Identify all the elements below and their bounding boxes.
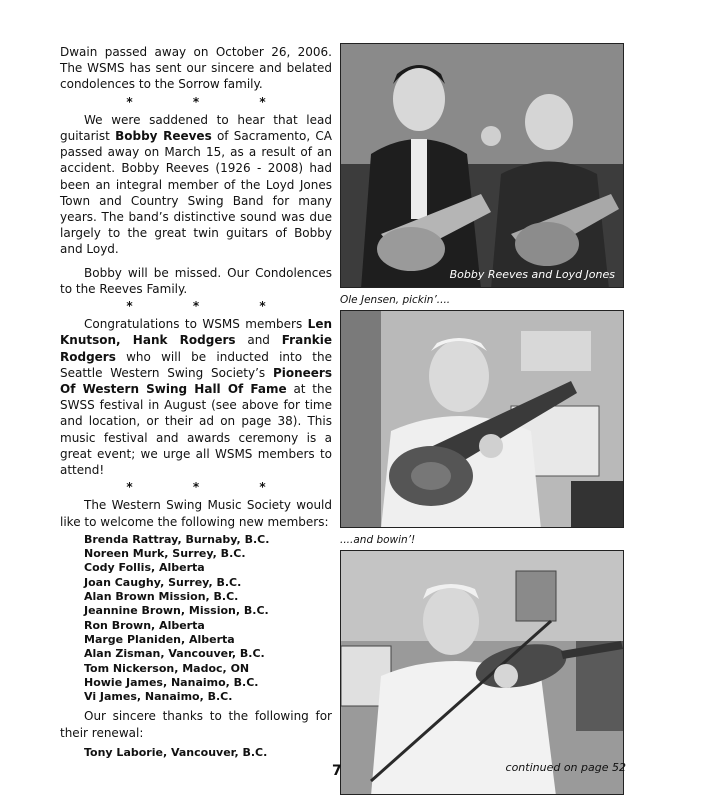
paragraph-congratulations bbox=[60, 316, 332, 478]
photo-bobby-reeves-loyd-jones bbox=[340, 43, 624, 288]
text-run: Congratulations to WSMS members bbox=[84, 317, 308, 332]
list-item: Tom Nickerson, Madoc, ON bbox=[84, 661, 250, 675]
list-item: Joan Caughy, Surrey, B.C. bbox=[84, 575, 242, 589]
article-column bbox=[60, 44, 332, 761]
paragraph-renewal: Our sincere thanks to the following for their renewal: bbox=[60, 709, 332, 740]
paragraph-dwain: Dwain passed away on October 26, 2006. The WSMS has sent our sincere and belated condolences to the Sorrow family. bbox=[60, 45, 332, 92]
bold-name: Frankie Rodgers bbox=[60, 333, 332, 364]
list-item: Brenda Rattray, Burnaby, B.C. bbox=[84, 532, 270, 546]
paragraph-condolences: Bobby will be missed. Our Condolences to the Reeves Family. bbox=[60, 265, 332, 296]
page-number: 7 bbox=[332, 763, 342, 779]
bold-names: Len Knutson, Hank Rodgers bbox=[60, 317, 332, 348]
bold-name: Bobby Reeves bbox=[115, 129, 212, 144]
text-run: We were saddened to hear that lead guitarist bbox=[60, 112, 332, 144]
photo-caption: Bobby Reeves and Loyd Jones bbox=[449, 268, 615, 281]
separator-stars: * * * bbox=[126, 480, 266, 495]
photo-caption: Ole Jensen, pickin’.... bbox=[340, 294, 451, 306]
photo-image bbox=[341, 551, 624, 795]
text-run: of Sacramento, CA passed away on March 15, as a result of an accident. Bobby Reeves (1926 - 2008) had been an integral member of the Loyd Jones Town and Country Swing Band for many years. The band’s distinctive sound was due largely to the great twin guitars of Bobby and Loyd. bbox=[60, 129, 332, 257]
paragraph-welcome: The Western Swing Music Society would like to welcome the following new members: bbox=[60, 498, 332, 529]
list-item: Alan Zisman, Vancouver, B.C. bbox=[84, 647, 265, 661]
list-item: Vi James, Nanaimo, B.C. bbox=[84, 690, 233, 704]
list-item: Alan Brown Mission, B.C. bbox=[84, 590, 239, 604]
photo-ole-jensen-fiddle bbox=[340, 550, 624, 795]
separator-stars: * * * bbox=[126, 94, 266, 109]
text-run: who will be inducted into the Seattle Western Swing Society’s bbox=[60, 349, 332, 380]
list-item: Ron Brown, Alberta bbox=[84, 618, 205, 632]
list-item: Jeannine Brown, Mission, B.C. bbox=[84, 604, 269, 618]
photo-image bbox=[341, 44, 624, 288]
new-members-list bbox=[84, 533, 332, 705]
photo-image bbox=[341, 311, 624, 528]
photo-ole-jensen-guitar bbox=[340, 310, 624, 528]
list-item: Noreen Murk, Surrey, B.C. bbox=[84, 547, 246, 561]
renewal-member: Tony Laborie, Vancouver, B.C. bbox=[84, 745, 268, 759]
photo-caption: ....and bowin’! bbox=[340, 534, 416, 546]
continued-note: continued on page 52 bbox=[505, 761, 626, 774]
text-run: at the SWSS festival in August (see above for time and location, or their ad on page 38). This music festival and awards ceremony is a great event; we urge all WSMS members to attend! bbox=[60, 382, 333, 478]
list-item: Cody Follis, Alberta bbox=[84, 561, 205, 575]
separator-stars: * * * bbox=[126, 299, 266, 314]
text-run: and bbox=[235, 333, 282, 348]
list-item: Howie James, Nanaimo, B.C. bbox=[84, 675, 259, 689]
bold-hall-of-fame: Pioneers Of Western Swing Hall Of Fame bbox=[60, 365, 332, 397]
paragraph-bobby-reeves bbox=[60, 112, 332, 258]
list-item: Marge Planiden, Alberta bbox=[84, 632, 235, 646]
